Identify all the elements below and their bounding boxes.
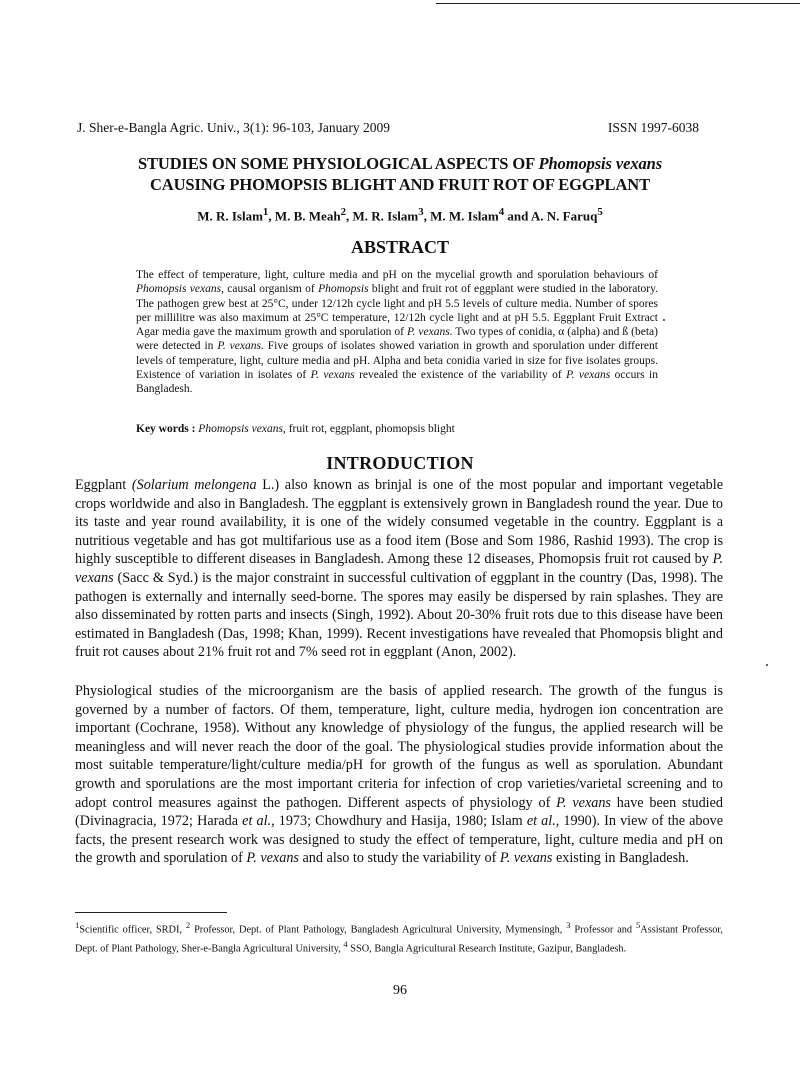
author-list: M. R. Islam$^1$, M. B. Meah$^2$, M. R. Islam$^3$, M. M. Islam$^4$ and A. N. Faruq$^5$ (197, 206, 603, 224)
intro-paragraph-2: Physiological studies of the microorganism are the basis of applied research. The growth of the fungus is governed by a number of factors. Of them, temperature, light, culture media, hydrogen ion concentration are important (Cochrane, 1958). Without any knowledge of physiology of the fungus, the applied research will be meaningless and will never reach the door of the goal. The physiological studies provide information about the most suitable temperature/light/culture media/pH for growth of the fungus as well as sporulation. Abundant growth and sporulations are the most important criteria for infection of crop varieties/varietal screening and to adopt control measures against the pathogen. Different aspects of physiology of P. vexans have been studied (Divinagracia, 1972; Harada et al., 1973; Chowdhury and Hasija, 1980; Islam et al., 1990). In view of the above facts, the present research work was designed to study the effect of temperature, light, culture media and pH on the growth and sporulation of P. vexans and also to study the variability of P. vexans existing in Bangladesh. (75, 683, 724, 867)
journal-citation: J. Sher-e-Bangla Agric. Univ., 3(1): 96-103, January 2009 (77, 120, 391, 135)
paper-title: STUDIES ON SOME PHYSIOLOGICAL ASPECTS OF Phomopsis vexans CAUSING PHOMOPSIS BLIGHT AND FRUIT ROT OF EGGPLANT (137, 154, 663, 194)
page-number: 96 (393, 983, 407, 998)
scan-speck (766, 664, 768, 666)
introduction-heading: INTRODUCTION (326, 453, 474, 473)
issn: ISSN 1997-6038 (607, 120, 699, 135)
scan-speck (663, 319, 665, 321)
top-rule (436, 3, 800, 4)
intro-paragraph-1: Eggplant (Solarium melongena L.) also known as brinjal is one of the most popular and important vegetable crops worldwide and also in Bangladesh. The eggplant is extensively grown in Bangladesh round the year. Due to its taste and year round availability, it is one of the widely consumed vegetable in the country. Eggplant is a nutritious vegetable and has got multifarious use as a food item (Bose and Som 1986, Rashid 1993). The crop is highly susceptible to different diseases in Bangladesh. Among these 12 diseases, Phomopsis fruit rot caused by P. vexans (Sacc & Syd.) is the major constraint in successful cultivation of eggplant in the country (Das, 1998). The pathogen is externally and internally seed-borne. The spores may easily be dispersed by rain splashes. They are also disseminated by rotten parts and insects (Singh, 1992). About 20-30% fruit rots due to this disease have been estimated in Bangladesh (Das, 1998; Khan, 1999). Recent investigations have revealed that Phomopsis blight and fruit rot causes about 21% fruit rot and 7% seed rot in eggplant (Anon, 2002). (75, 477, 723, 661)
abstract-text: The effect of temperature, light, culture media and pH on the mycelial growth and sporulation behaviours of Phomopsis vexans, causal organism of Phomopsis blight and fruit rot of eggplant were studied in the laboratory. The pathogen grew best at 25°C, under 12/12h cycle light and pH 5.5 levels of culture media. Number of spores per millilitre was also maximum at 25°C temperature, 12/12h cycle light and at pH 5.5. Eggplant Fruit Extract Agar media gave the maximum growth and sporulation of P. vexans. Two types of conidia, α (alpha) and ß (beta) were detected in P. vexans. Five groups of isolates showed variation in growth and sporulation under different levels of temperature, light, culture media and pH. Alpha and beta conidia varied in size for five isolates groups. Existence of variation in isolates of P. vexans revealed the existence of the variability of P. vexans occurs in Bangladesh. (136, 269, 659, 396)
footnote-rule (75, 912, 227, 913)
keywords: Key words : Phomopsis vexans, fruit rot, eggplant, phomopsis blight (136, 423, 455, 435)
footnote: $^1$Scientific officer, SRDI, $^2$ Professor, Dept. of Plant Pathology, Bangladesh Agricultural University, Mymensingh, $^3$ Professor and $^5$Assistant Professor, Dept. of Plant Pathology, Sher-e-Bangla Agricultural University, $^4$ SSO, Bangla Agricultural Research Institute, Gazipur, Bangladesh. (75, 920, 723, 955)
abstract-heading: ABSTRACT (350, 237, 450, 257)
running-head (77, 120, 699, 136)
